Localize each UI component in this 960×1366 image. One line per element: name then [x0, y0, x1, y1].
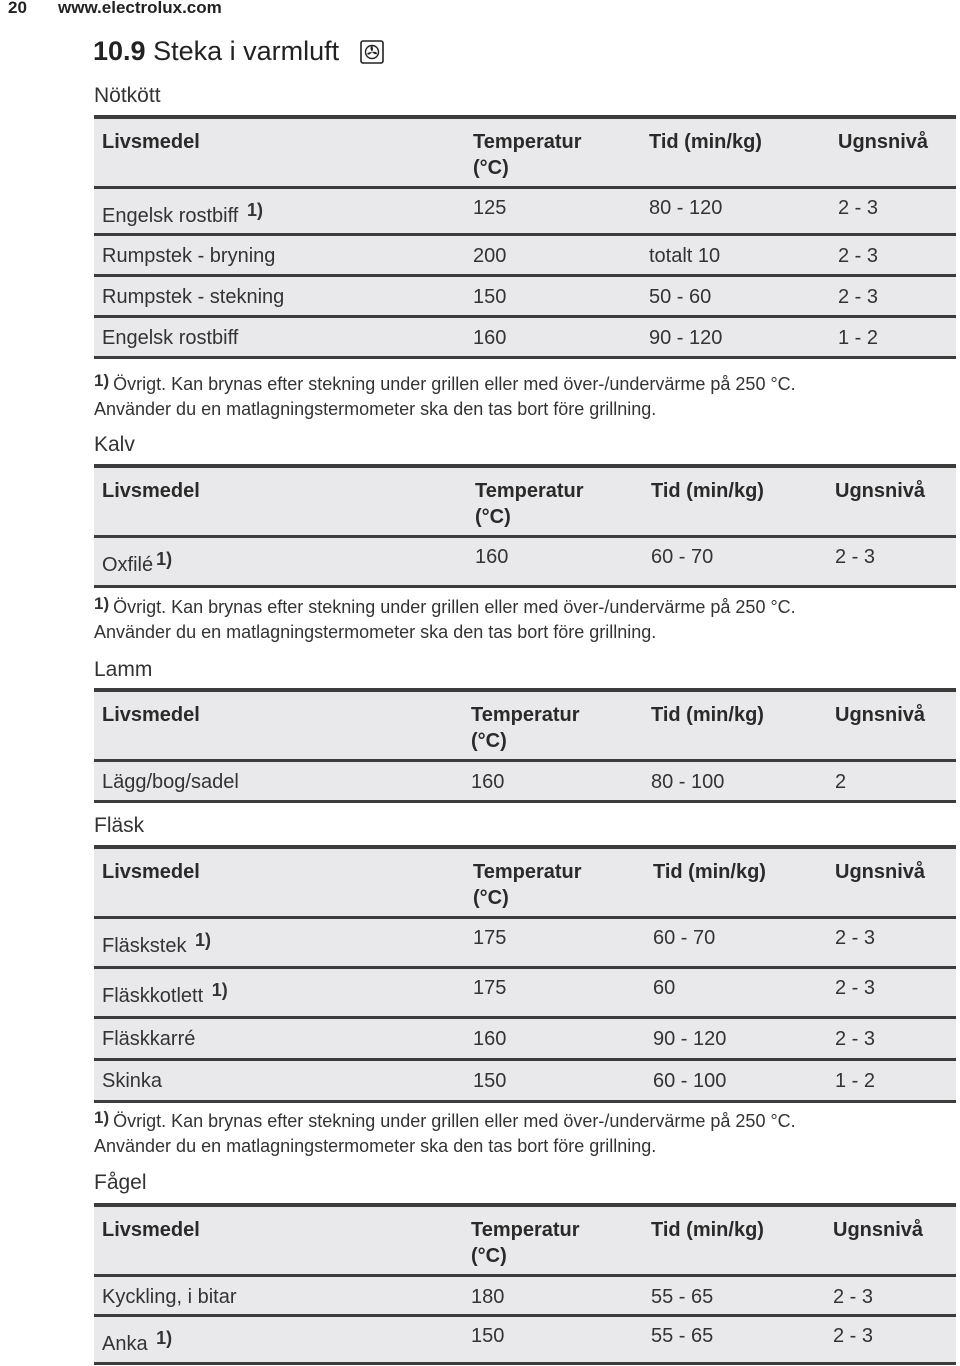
footnote — [94, 595, 934, 644]
cell-level: 1 - 2 — [830, 316, 956, 357]
cell-level: 2 - 3 — [830, 187, 956, 234]
section-title — [93, 36, 339, 67]
table-row — [94, 967, 956, 1017]
footnote-text: Övrigt. Kan brynas efter stekning under grillen eller med över-/undervärme på 250 °C. — [113, 597, 796, 617]
col-header-food: Livsmedel — [94, 690, 463, 760]
col-header-level: Ugnsnivå — [827, 466, 956, 536]
cell-level: 2 - 3 — [830, 275, 956, 316]
cell-food: Anka 1) — [94, 1315, 463, 1363]
cell-time: 90 - 120 — [641, 316, 830, 357]
cell-food: Rumpstek - bryning — [94, 234, 465, 275]
cell-level: 2 - 3 — [827, 1017, 956, 1059]
col-header-level: Ugnsnivå — [830, 117, 956, 187]
footnote — [94, 372, 934, 421]
cell-time: 60 - 70 — [645, 917, 827, 967]
cell-food: Kyckling, i bitar — [94, 1275, 463, 1315]
table-header-row — [94, 847, 956, 917]
table-header-row — [94, 690, 956, 760]
footnote — [94, 1109, 934, 1158]
table-row — [94, 917, 956, 967]
cell-time: 90 - 120 — [645, 1017, 827, 1059]
cell-temp: 150 — [465, 275, 641, 316]
table-row — [94, 1017, 956, 1059]
table-heading-flask: Fläsk — [94, 814, 145, 837]
col-header-temp: Temperatur (°C) — [463, 690, 643, 760]
cell-food: Fläskstek 1) — [94, 917, 465, 967]
cell-temp: 150 — [465, 1059, 645, 1101]
cell-time: 60 - 100 — [645, 1059, 827, 1101]
cell-temp: 180 — [463, 1275, 643, 1315]
footnote-text-2: Använder du en matlagningstermometer ska den tas bort före grillning. — [94, 399, 657, 419]
cell-temp: 150 — [463, 1315, 643, 1363]
cell-time: 55 - 65 — [643, 1275, 825, 1315]
footnote-mark: 1) — [94, 371, 110, 390]
table-flask — [94, 845, 956, 1103]
cell-food: Engelsk rostbiff 1) — [94, 187, 465, 234]
footnote-text: Övrigt. Kan brynas efter stekning under grillen eller med över-/undervärme på 250 °C. — [113, 1111, 796, 1131]
col-header-time: Tid (min/kg) — [645, 847, 827, 917]
table-row — [94, 187, 956, 234]
col-header-temp: Temperatur (°C) — [463, 1205, 643, 1275]
cell-level: 2 - 3 — [827, 536, 956, 586]
col-header-food: Livsmedel — [94, 847, 465, 917]
cell-level: 2 - 3 — [825, 1315, 956, 1363]
cell-temp: 160 — [465, 316, 641, 357]
cell-time: 80 - 100 — [643, 760, 827, 801]
cell-temp: 200 — [465, 234, 641, 275]
cell-level: 2 - 3 — [827, 917, 956, 967]
table-row — [94, 316, 956, 357]
cell-temp: 160 — [467, 536, 643, 586]
cell-time: 80 - 120 — [641, 187, 830, 234]
col-header-level: Ugnsnivå — [825, 1205, 956, 1275]
cell-food: Lägg/bog/sadel — [94, 760, 463, 801]
cell-level: 2 - 3 — [827, 967, 956, 1017]
col-header-time: Tid (min/kg) — [641, 117, 830, 187]
col-header-temp: Temperatur (°C) — [465, 117, 641, 187]
table-heading-notkott: Nötkött — [94, 84, 161, 107]
table-header-row — [94, 1205, 956, 1275]
table-fagel — [94, 1203, 956, 1365]
table-kalv — [94, 464, 956, 588]
footnote-ref: 1) — [156, 1327, 173, 1348]
table-row — [94, 234, 956, 275]
table-heading-kalv: Kalv — [94, 433, 135, 456]
cell-level: 1 - 2 — [827, 1059, 956, 1101]
table-row — [94, 1315, 956, 1363]
table-header-row — [94, 117, 956, 187]
footnote-ref: 1) — [195, 929, 212, 950]
section-number: 10.9 — [93, 36, 146, 66]
footnote-ref: 1) — [211, 979, 228, 1000]
table-row — [94, 1059, 956, 1101]
section-title-text: Steka i varmluft — [153, 36, 340, 66]
col-header-time: Tid (min/kg) — [643, 1205, 825, 1275]
table-header-row — [94, 466, 956, 536]
cell-time: totalt 10 — [641, 234, 830, 275]
table-row — [94, 1275, 956, 1315]
cell-time: 60 — [645, 967, 827, 1017]
table-lamm — [94, 688, 956, 803]
cell-level: 2 - 3 — [830, 234, 956, 275]
cell-temp: 175 — [465, 967, 645, 1017]
col-header-food: Livsmedel — [94, 1205, 463, 1275]
table-row — [94, 275, 956, 316]
footnote-ref: 1) — [246, 199, 263, 220]
cell-food: Fläskkarré — [94, 1017, 465, 1059]
cell-time: 60 - 70 — [643, 536, 827, 586]
table-notkott — [94, 115, 956, 359]
footnote-text-2: Använder du en matlagningstermometer ska den tas bort före grillning. — [94, 1136, 657, 1156]
fan-oven-icon — [360, 40, 384, 64]
cell-food: Engelsk rostbiff — [94, 316, 465, 357]
cell-temp: 160 — [465, 1017, 645, 1059]
table-heading-lamm: Lamm — [94, 658, 153, 681]
footnote-mark: 1) — [94, 594, 110, 613]
cell-food: Oxfilé 1) — [94, 536, 467, 586]
cell-food: Fläskkotlett 1) — [94, 967, 465, 1017]
page-number: 20 — [8, 0, 27, 17]
page-url[interactable]: www.electrolux.com — [58, 0, 222, 17]
col-header-temp: Temperatur (°C) — [465, 847, 645, 917]
table-row — [94, 760, 956, 801]
footnote-mark: 1) — [94, 1108, 110, 1127]
footnote-text-2: Använder du en matlagningstermometer ska den tas bort före grillning. — [94, 622, 657, 642]
cell-level: 2 - 3 — [825, 1275, 956, 1315]
col-header-food: Livsmedel — [94, 117, 465, 187]
cell-temp: 160 — [463, 760, 643, 801]
col-header-temp: Temperatur (°C) — [467, 466, 643, 536]
cell-temp: 125 — [465, 187, 641, 234]
col-header-time: Tid (min/kg) — [643, 690, 827, 760]
col-header-level: Ugnsnivå — [827, 690, 956, 760]
table-row — [94, 536, 956, 586]
col-header-time: Tid (min/kg) — [643, 466, 827, 536]
cell-level: 2 — [827, 760, 956, 801]
footnote-text: Övrigt. Kan brynas efter stekning under grillen eller med över-/undervärme på 250 °C. — [113, 374, 796, 394]
cell-food: Skinka — [94, 1059, 465, 1101]
col-header-food: Livsmedel — [94, 466, 467, 536]
col-header-level: Ugnsnivå — [827, 847, 956, 917]
cell-food: Rumpstek - stekning — [94, 275, 465, 316]
cell-temp: 175 — [465, 917, 645, 967]
cell-time: 50 - 60 — [641, 275, 830, 316]
cell-time: 55 - 65 — [643, 1315, 825, 1363]
table-heading-fagel: Fågel — [94, 1171, 147, 1194]
footnote-ref: 1) — [156, 548, 173, 569]
